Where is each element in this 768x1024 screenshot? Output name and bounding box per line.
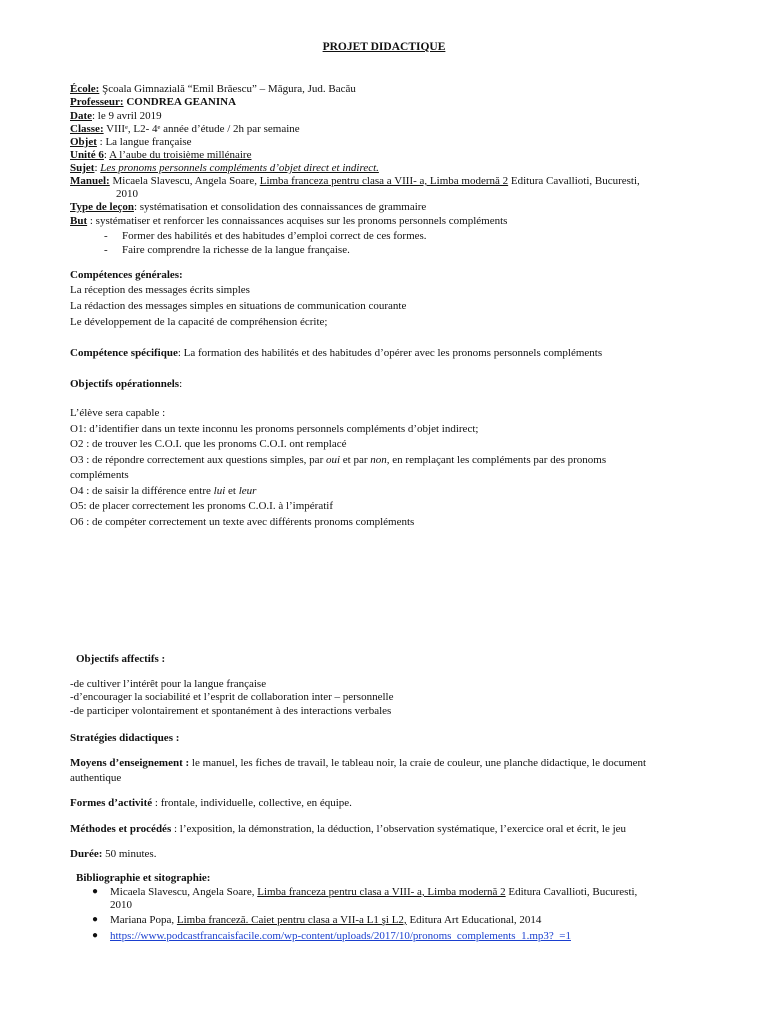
biblio-item-1-publisher: Editura Cavallioti, Bucuresti, [505,886,638,898]
classe-line [70,122,300,136]
objectif-o1: O1: d’identifier dans un texte inconnu les pronoms personnels compléments d’objet indirect; [70,423,479,435]
biblio-item-3-link[interactable]: https://www.podcastfrancaisfacile.com/wp-content/uploads/2017/10/pronoms_complements_1.mp3?_=1 [110,930,571,942]
sujet-value: Les pronoms personnels compléments d’objet direct et indirect. [100,162,379,174]
formes-label: Formes d’activité [70,797,153,809]
competence-item-1: La réception des messages écrits simples [70,284,250,296]
manuel-label: Manuel: [70,175,110,187]
professeur-line [70,95,236,109]
date-label: Date [70,110,92,122]
affectif-item-2: -d’encourager la sociabilité et l’esprit de collaboration inter – personnelle [70,691,394,703]
but-item-2: Faire comprendre la richesse de la langue française. [122,244,350,256]
type-label: Type de leçon [70,201,134,213]
competence-item-3: Le développement de la capacité de compréhension écrite; [70,316,328,328]
classe-label: Classe: [70,123,104,135]
manuel-year: 2010 [116,188,138,200]
type-line [70,200,426,214]
objectifs-op-heading: Objectifs opérationnels [70,378,180,390]
bullet-icon: ● [92,886,99,897]
moyens-value: le manuel, les fiches de travail, le tableau noir, la craie de couleur, une planche didactique, le document [189,757,647,769]
methodes-label: Méthodes et procédés [70,823,172,835]
bullet-icon: ● [92,914,99,925]
biblio-item-2-author: Mariana Popa, [110,914,177,926]
objectifs-op-colon: : [179,378,183,390]
duree-label: Durée: [70,848,103,860]
objet-label: Objet [70,136,97,148]
but-item-1: Former des habilités et des habitudes d’emploi correct de ces formes. [122,230,427,242]
sujet-line [70,161,379,175]
formes-value: : frontale, individuelle, collective, en équipe. [152,797,352,809]
objectif-o2: O2 : de trouver les C.O.I. que les pronoms C.O.I. ont remplacé [70,438,347,450]
dash-marker: - [104,244,108,256]
o4-lui: lui [213,485,226,497]
affectifs-heading: Objectifs affectifs : [76,653,166,665]
ecole-label: École: [70,83,100,95]
manuel-line [70,174,640,188]
biblio-item-1-authors: Micaela Slavescu, Angela Soare, [110,886,258,898]
objectif-o4 [70,484,256,498]
biblio-item-1-year: 2010 [110,899,132,911]
classe-value: VIIIᵉ, L2- 4ᵉ année d’étude / 2h par semaine [103,123,300,135]
biblio-item-2-title: Limba franceză. Caiet pentru clasa a VII-a L1 şi L2, [176,914,407,926]
moyens-label: Moyens d’enseignement : [70,757,190,769]
moyens-cont: authentique [70,772,122,784]
objectifs-op-heading-line [70,377,182,391]
professeur-value: CONDREA GEANINA [123,96,237,108]
competence-item-2: La rédaction des messages simples en situations de communication courante [70,300,407,312]
manuel-publisher: Editura Cavallioti, Bucuresti, [508,175,640,187]
objectif-o3-cont: compléments [70,469,129,481]
bullet-icon: ● [92,930,99,941]
unite-line [70,148,251,162]
but-value: : systématiser et renforcer les connaissances acquises sur les pronoms personnels compléments [87,215,508,227]
but-line [70,214,507,228]
date-value: : le 9 avril 2019 [92,110,162,122]
duree-line [70,847,156,861]
dash-marker: - [104,230,108,242]
unite-label: Unité 6 [70,149,104,161]
type-value: : systématisation et consolidation des connaissances de grammaire [133,201,427,213]
manuel-title: Limba franceza pentru clasa a VIII- a, Limba modernă 2 [259,175,509,187]
affectif-item-1: -de cultiver l’intérêt pour la langue française [70,678,267,690]
professeur-label: Professeur: [70,96,124,108]
biblio-heading: Bibliographie et sitographie: [76,872,211,884]
o3-non: non, [370,454,390,466]
methodes-value: : l’exposition, la démonstration, la déduction, l’observation systématique, l’exercice oral et écrit, le jeu [171,823,627,835]
o3-text-b: et par [340,454,371,466]
unite-sep: : [103,149,110,161]
page-title: PROJET DIDACTIQUE [322,41,446,53]
moyens-line [70,756,646,770]
objet-line [70,135,192,149]
ecole-line [70,82,356,96]
specifique-label: Compétence spécifique [70,347,178,359]
objectif-o6: O6 : de compéter correctement un texte avec différents pronoms compléments [70,516,415,528]
sujet-sep: : [94,162,101,174]
unite-value: A l’aube du troisième millénaire [109,149,252,161]
date-line [70,109,162,123]
o4-text-b: et [225,485,239,497]
biblio-item-1-title: Limba franceza pentru clasa a VIII- a, Limba modernă 2 [257,886,506,898]
biblio-item-2-rest: Editura Art Educational, 2014 [406,914,542,926]
specifique-value: : La formation des habilités et des habitudes d’opérer avec les pronoms personnels compléments [177,347,603,359]
o4-leur: leur [238,485,257,497]
biblio-item-2 [110,913,541,927]
o4-text-a: O4 : de saisir la différence entre [70,485,214,497]
sujet-label: Sujet [70,162,95,174]
competences-heading: Compétences générales: [70,269,183,281]
objectif-o5: O5: de placer correctement les pronoms C.O.I. à l’impératif [70,500,333,512]
objectif-o3 [70,453,606,467]
formes-line [70,796,352,810]
objectifs-intro: L’élève sera capable : [70,407,166,419]
o3-text-c: en remplaçant les compléments par des pronoms [389,454,607,466]
but-label: But [70,215,88,227]
duree-value: 50 minutes. [102,848,157,860]
o3-text-a: O3 : de répondre correctement aux questions simples, par [70,454,326,466]
strategies-heading: Stratégies didactiques : [70,732,180,744]
biblio-item-1 [110,885,637,899]
objet-value: : La langue française [96,136,192,148]
manuel-authors: Micaela Slavescu, Angela Soare, [109,175,260,187]
ecole-value: Şcoala Gimnazială “Emil Brăescu” – Măgura, Jud. Bacău [99,83,356,95]
specifique-line [70,346,602,360]
affectif-item-3: -de participer volontairement et spontanément à des interactions verbales [70,705,392,717]
o3-oui: oui [325,454,341,466]
methodes-line [70,822,626,836]
